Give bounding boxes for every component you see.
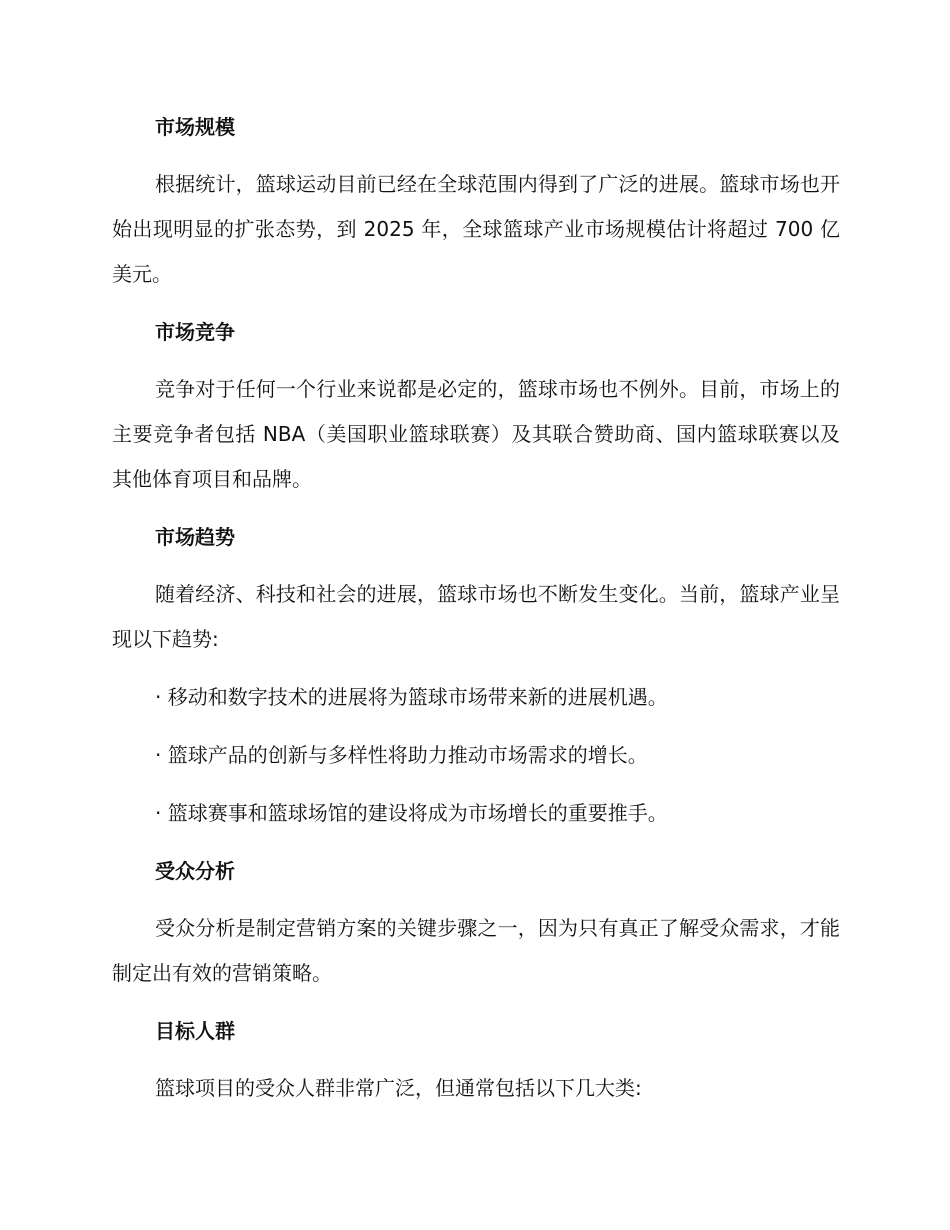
section-heading-market-trends: 市场趋势: [155, 525, 235, 549]
paragraph-audience-analysis: 受众分析是制定营销方案的关键步骤之一，因为只有真正了解受众需求，才能制定出有效的营销策略。: [112, 916, 840, 985]
bullet-item: · 篮球赛事和篮球场馆的建设将成为市场增长的重要推手。: [155, 801, 668, 825]
bullet-item: · 篮球产品的创新与多样性将助力推动市场需求的增长。: [155, 743, 648, 767]
paragraph-market-trends: 随着经济、科技和社会的进展，篮球市场也不断发生变化。当前，篮球产业呈现以下趋势:: [112, 582, 840, 651]
document-body: [112, 104, 840, 1123]
paragraph-market-size: 根据统计，篮球运动目前已经在全球范围内得到了广泛的进展。篮球市场也开始出现明显的扩张态势，到 2025 年，全球篮球产业市场规模估计将超过 700 亿美元。: [112, 172, 840, 286]
bullet-item: · 移动和数字技术的进展将为篮球市场带来新的进展机遇。: [155, 685, 668, 709]
section-heading-target-audience: 目标人群: [155, 1019, 235, 1043]
paragraph-market-competition: 竞争对于任何一个行业来说都是必定的，篮球市场也不例外。目前，市场上的主要竞争者包括 NBA（美国职业篮球联赛）及其联合赞助商、国内篮球联赛以及其他体育项目和品牌。: [112, 377, 840, 491]
paragraph-target-audience: 篮球项目的受众人群非常广泛，但通常包括以下几大类:: [155, 1076, 642, 1100]
section-heading-market-size: 市场规模: [155, 115, 235, 139]
section-heading-market-competition: 市场竞争: [155, 320, 235, 344]
section-heading-audience-analysis: 受众分析: [155, 859, 235, 883]
